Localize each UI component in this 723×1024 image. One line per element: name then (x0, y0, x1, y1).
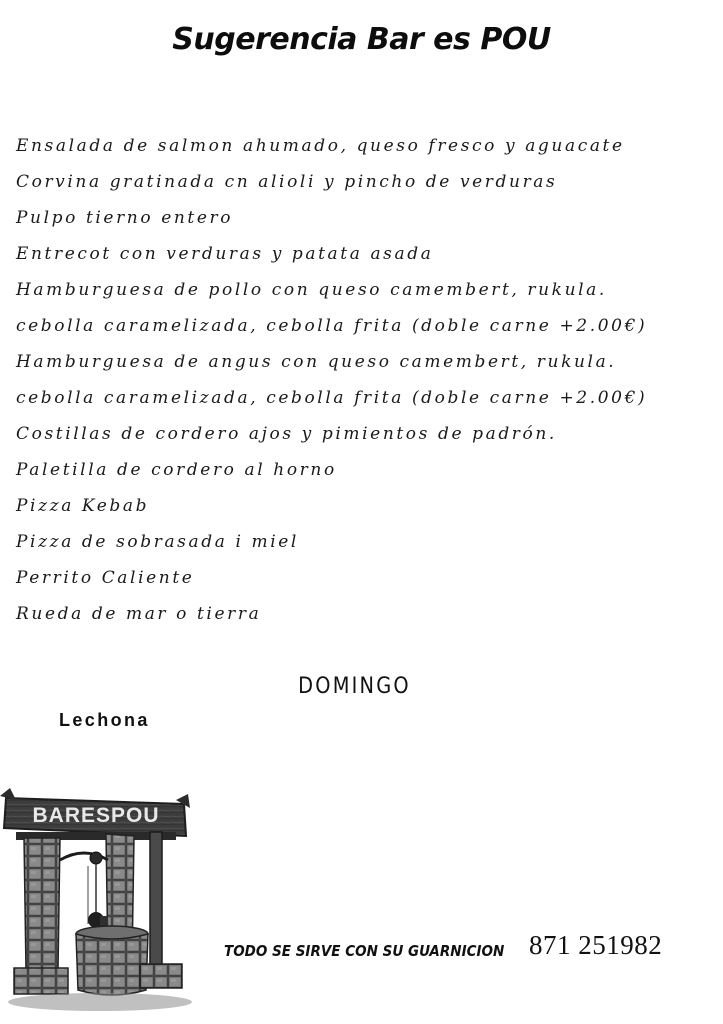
logo-sign-text: BARESPOU (32, 804, 160, 827)
menu-item: Corvina gratinada cn alioli y pincho de verduras (16, 172, 558, 192)
menu-item: Rueda de mar o tierra (16, 604, 262, 624)
menu-item: Pizza de sobrasada i miel (16, 532, 299, 552)
menu-item: Hamburguesa de angus con queso camembert, rukula. (16, 352, 617, 372)
menu-item: Entrecot con verduras y patata asada (16, 244, 434, 264)
bar-logo (0, 784, 192, 1014)
menu-item: Ensalada de salmon ahumado, queso fresco y aguacate (16, 136, 625, 156)
menu-list (16, 128, 716, 632)
menu-item: cebolla caramelizada, cebolla frita (doble carne +2.00€) (16, 388, 648, 408)
garnish-note: TODO SE SIRVE CON SU GUARNICION (224, 942, 505, 960)
phone-number: 871 251982 (529, 930, 663, 960)
menu-item: cebolla caramelizada, cebolla frita (doble carne +2.00€) (16, 316, 648, 336)
menu-item: Hamburguesa de pollo con queso camembert, rukula. (16, 280, 607, 300)
menu-item: Costillas de cordero ajos y pimientos de padrón. (16, 424, 557, 444)
menu-item: Pulpo tierno entero (16, 208, 234, 228)
sunday-dish: Lechona (59, 710, 150, 730)
menu-item: Perrito Caliente (16, 568, 195, 588)
sunday-heading: DOMINGO (298, 674, 411, 699)
menu-item: Paletilla de cordero al horno (16, 460, 337, 480)
menu-item: Pizza Kebab (16, 496, 150, 516)
stone-well-icon (0, 784, 192, 1014)
page-title: Sugerencia Bar es POU (172, 22, 551, 57)
